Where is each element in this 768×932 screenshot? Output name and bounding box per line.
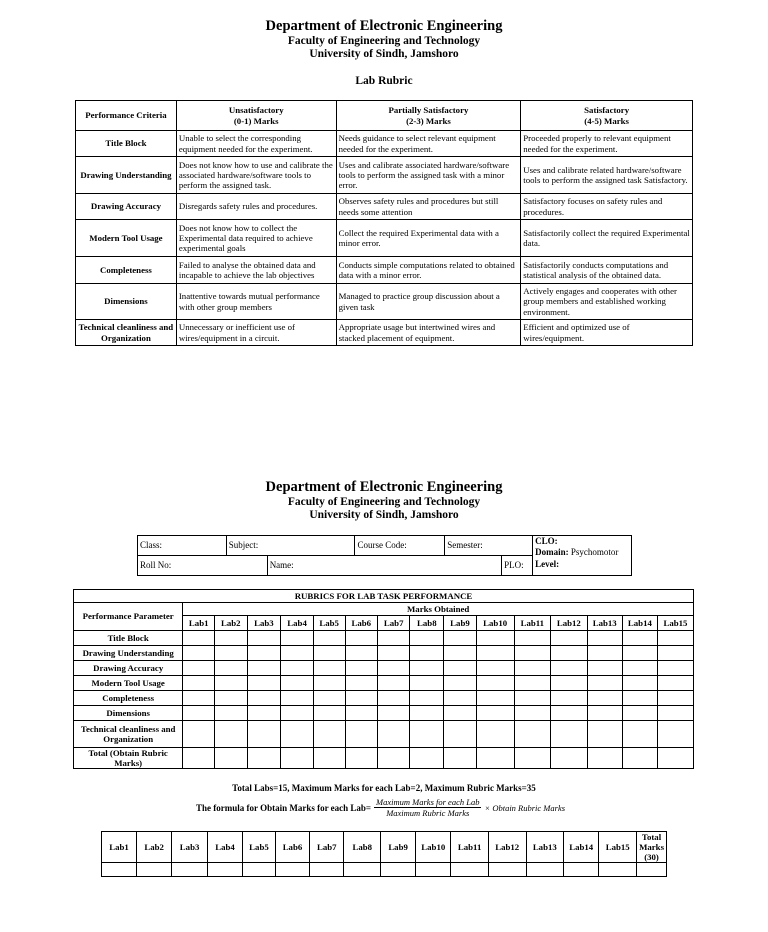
rubric-row [76, 284, 693, 320]
semester-field[interactable]: Semester: [445, 536, 533, 556]
total-marks-cell[interactable] [564, 863, 599, 877]
total-marks-header: Total Marks (30) [637, 832, 667, 863]
total-lab-header: Lab6 [275, 832, 309, 863]
total-lab-header: Lab15 [599, 832, 637, 863]
performance-parameter: Dimensions [74, 706, 183, 721]
marks-cell[interactable] [183, 646, 215, 661]
performance-row [74, 691, 694, 706]
marks-cell[interactable] [444, 721, 476, 748]
performance-row [74, 661, 694, 676]
rubric-cell: Satisfactorily conducts computations and statistical analysis of the obtained data. [521, 257, 693, 284]
rubric-cell: Does not know how to use and calibrate the associated hardware/software tools to perform the assigned task. [176, 157, 336, 194]
marks-cell[interactable] [377, 646, 409, 661]
marks-cell[interactable] [313, 721, 345, 748]
marks-cell[interactable] [622, 748, 657, 769]
marks-cell[interactable] [345, 721, 377, 748]
marks-cell[interactable] [657, 691, 693, 706]
marks-cell[interactable] [444, 631, 476, 646]
marks-cell[interactable] [444, 676, 476, 691]
rubric-cell: Proceeded properly to relevant equipment needed for the experiment. [521, 131, 693, 157]
marks-cell[interactable] [313, 631, 345, 646]
lab-column-header: Lab6 [345, 616, 377, 631]
rubric-cell: Satisfactory focuses on safety rules and procedures. [521, 194, 693, 220]
total-lab-header: Lab3 [172, 832, 208, 863]
marks-obtained-header: Marks Obtained [183, 603, 694, 616]
rubric-cell: Does not know how to collect the Experimental data required to achieve experimental goals [176, 220, 336, 257]
lab-column-header: Lab3 [247, 616, 281, 631]
level-label: Level: [535, 558, 560, 569]
marks-cell[interactable] [476, 661, 514, 676]
rubric-row [76, 320, 693, 346]
rubric-header-sat: Satisfactory (4-5) Marks [521, 101, 693, 131]
marks-cell[interactable] [551, 661, 588, 676]
formula-numerator: Maximum Marks for each Lab [376, 797, 480, 807]
dept-title: Department of Electronic Engineering [265, 479, 503, 495]
marks-cell[interactable] [215, 706, 247, 721]
total-marks-cell[interactable] [526, 863, 564, 877]
marks-cell[interactable] [514, 631, 550, 646]
marks-cell[interactable] [657, 676, 693, 691]
marks-cell[interactable] [587, 748, 622, 769]
marks-cell[interactable] [622, 721, 657, 748]
performance-parameter: Title Block [74, 631, 183, 646]
total-marks-table [101, 831, 667, 877]
marks-cell[interactable] [183, 748, 215, 769]
marks-cell[interactable] [657, 661, 693, 676]
marks-cell[interactable] [247, 748, 281, 769]
total-marks-cell[interactable] [172, 863, 208, 877]
marks-cell[interactable] [551, 748, 588, 769]
total-lab-header: Lab11 [451, 832, 489, 863]
marks-cell[interactable] [587, 631, 622, 646]
marks-cell[interactable] [313, 646, 345, 661]
marks-cell[interactable] [313, 661, 345, 676]
lab-column-header: Lab11 [514, 616, 550, 631]
marks-cell[interactable] [281, 646, 313, 661]
rubric-criterion: Technical cleanliness and Organization [76, 320, 177, 346]
lab-column-header: Lab9 [444, 616, 476, 631]
marks-cell[interactable] [476, 631, 514, 646]
marks-cell[interactable] [551, 676, 588, 691]
rubric-header-partial: Partially Satisfactory (2-3) Marks [336, 101, 521, 131]
rubric-criterion: Title Block [76, 131, 177, 157]
lab-column-header: Lab13 [587, 616, 622, 631]
marks-cell[interactable] [183, 721, 215, 748]
rubric-cell: Observes safety rules and procedures but still needs some attention [336, 194, 521, 220]
marks-cell[interactable] [377, 631, 409, 646]
total-lab-header: Lab12 [488, 832, 526, 863]
lab-column-header: Lab15 [657, 616, 693, 631]
rubric-cell: Inattentive towards mutual performance with other group members [176, 284, 336, 320]
marks-cell[interactable] [345, 646, 377, 661]
lab-column-header: Lab5 [313, 616, 345, 631]
total-marks-cell[interactable] [599, 863, 637, 877]
lab-column-header: Lab1 [183, 616, 215, 631]
marks-cell[interactable] [657, 631, 693, 646]
marks-cell[interactable] [514, 706, 550, 721]
marks-cell[interactable] [345, 661, 377, 676]
performance-parameter-header: Performance Parameter [74, 603, 183, 631]
total-marks-cell[interactable] [637, 863, 667, 877]
marks-cell[interactable] [247, 676, 281, 691]
rubric-header-row [76, 101, 693, 131]
marks-cell[interactable] [215, 721, 247, 748]
total-marks-cell[interactable] [344, 863, 381, 877]
marks-cell[interactable] [657, 748, 693, 769]
marks-cell[interactable] [551, 646, 588, 661]
marks-cell[interactable] [587, 661, 622, 676]
marks-cell[interactable] [377, 721, 409, 748]
total-lab-header: Lab9 [381, 832, 416, 863]
marks-cell[interactable] [514, 646, 550, 661]
marks-cell[interactable] [551, 721, 588, 748]
rubric-header-unsat: Unsatisfactory (0-1) Marks [176, 101, 336, 131]
rubric-cell: Disregards safety rules and procedures. [176, 194, 336, 220]
clo-domain-level-cell[interactable] [533, 536, 632, 576]
marks-cell[interactable] [377, 676, 409, 691]
marks-cell[interactable] [281, 631, 313, 646]
lab-column-header: Lab14 [622, 616, 657, 631]
marks-cell[interactable] [247, 646, 281, 661]
marks-cell[interactable] [622, 661, 657, 676]
marks-cell[interactable] [587, 646, 622, 661]
marks-cell[interactable] [215, 676, 247, 691]
rubric-header-criteria: Performance Criteria [76, 101, 177, 131]
totals-line: Total Labs=15, Maximum Marks for each Lab=2, Maximum Rubric Marks=35 [232, 783, 536, 793]
formula-tail: × Obtain Rubric Marks [484, 802, 566, 813]
performance-table [73, 589, 694, 769]
marks-cell[interactable] [587, 706, 622, 721]
performance-parameter: Drawing Accuracy [74, 661, 183, 676]
marks-cell[interactable] [410, 748, 444, 769]
performance-row [74, 676, 694, 691]
marks-cell[interactable] [345, 706, 377, 721]
rubric-row [76, 220, 693, 257]
marks-cell[interactable] [247, 631, 281, 646]
rubric-criterion: Completeness [76, 257, 177, 284]
marks-cell[interactable] [587, 676, 622, 691]
marks-cell[interactable] [183, 691, 215, 706]
lab-rubric-title: Lab Rubric [355, 75, 413, 88]
marks-cell[interactable] [514, 661, 550, 676]
marks-cell[interactable] [313, 691, 345, 706]
marks-cell[interactable] [410, 676, 444, 691]
rubric-cell: Collect the required Experimental data with a minor error. [336, 220, 521, 257]
plo-field[interactable]: PLO: [502, 556, 533, 576]
lab-column-header: Lab10 [476, 616, 514, 631]
marks-cell[interactable] [247, 661, 281, 676]
marks-cell[interactable] [476, 646, 514, 661]
marks-cell[interactable] [183, 631, 215, 646]
marks-cell[interactable] [247, 691, 281, 706]
total-marks-cell[interactable] [243, 863, 276, 877]
marks-cell[interactable] [281, 721, 313, 748]
marks-cell[interactable] [313, 706, 345, 721]
university-title: University of Sindh, Jamshoro [309, 508, 459, 521]
marks-cell[interactable] [215, 691, 247, 706]
performance-row [74, 748, 694, 769]
performance-row [74, 631, 694, 646]
rubric-row [76, 257, 693, 284]
clo-label: CLO: [535, 536, 558, 546]
rubric-table [75, 100, 693, 346]
university-title: University of Sindh, Jamshoro [309, 47, 459, 60]
marks-cell[interactable] [345, 631, 377, 646]
marks-cell[interactable] [410, 691, 444, 706]
marks-cell[interactable] [410, 661, 444, 676]
marks-cell[interactable] [476, 706, 514, 721]
lab-column-header: Lab12 [551, 616, 588, 631]
rubric-criterion: Drawing Understanding [76, 157, 177, 194]
total-lab-header: Lab5 [243, 832, 276, 863]
marks-cell[interactable] [622, 691, 657, 706]
marks-cell[interactable] [476, 691, 514, 706]
marks-cell[interactable] [281, 661, 313, 676]
marks-cell[interactable] [313, 676, 345, 691]
marks-cell[interactable] [377, 706, 409, 721]
marks-cell[interactable] [551, 706, 588, 721]
marks-cell[interactable] [587, 691, 622, 706]
rubric-cell: Actively engages and cooperates with other group members and established working environment. [521, 284, 693, 320]
rubric-cell: Uses and calibrate associated hardware/software tools to perform the assigned task with a minor error. [336, 157, 521, 194]
marks-cell[interactable] [476, 721, 514, 748]
marks-cell[interactable] [622, 676, 657, 691]
rubric-row [76, 194, 693, 220]
marks-cell[interactable] [247, 721, 281, 748]
rubric-cell: Failed to analyse the obtained data and incapable to achieve the lab objectives [176, 257, 336, 284]
lab-column-header: Lab2 [215, 616, 247, 631]
marks-cell[interactable] [215, 631, 247, 646]
total-lab-header: Lab8 [344, 832, 381, 863]
marks-cell[interactable] [444, 661, 476, 676]
total-lab-header: Lab2 [137, 832, 172, 863]
total-lab-header: Lab1 [102, 832, 137, 863]
marks-cell[interactable] [551, 631, 588, 646]
marks-cell[interactable] [345, 748, 377, 769]
formula-fraction [374, 797, 481, 818]
marks-cell[interactable] [247, 706, 281, 721]
marks-cell[interactable] [514, 691, 550, 706]
marks-cell[interactable] [657, 706, 693, 721]
marks-cell[interactable] [587, 721, 622, 748]
lab-column-header: Lab4 [281, 616, 313, 631]
marks-cell[interactable] [410, 721, 444, 748]
marks-cell[interactable] [622, 646, 657, 661]
total-lab-header: Lab13 [526, 832, 564, 863]
total-marks-cell[interactable] [310, 863, 344, 877]
total-marks-cell[interactable] [208, 863, 243, 877]
rubric-criterion: Dimensions [76, 284, 177, 320]
rubric-cell: Appropriate usage but intertwined wires and stacked placement of equipment. [336, 320, 521, 346]
rubric-cell: Efficient and optimized use of wires/equipment. [521, 320, 693, 346]
page2-header [0, 479, 768, 522]
total-lab-header: Lab7 [310, 832, 344, 863]
marks-cell[interactable] [183, 706, 215, 721]
rubric-criterion: Modern Tool Usage [76, 220, 177, 257]
rubric-cell: Unnecessary or inefficient use of wires/equipment in a circuit. [176, 320, 336, 346]
marks-cell[interactable] [410, 631, 444, 646]
marks-cell[interactable] [514, 676, 550, 691]
total-marks-cell[interactable] [102, 863, 137, 877]
course-code-field[interactable]: Course Code: [355, 536, 445, 556]
faculty-title: Faculty of Engineering and Technology [287, 34, 481, 47]
rubric-cell: Uses and calibrate related hardware/software tools to perform the assigned task Satisfactory. [521, 157, 693, 194]
total-marks-cell[interactable] [451, 863, 489, 877]
marks-cell[interactable] [281, 691, 313, 706]
marks-cell[interactable] [215, 661, 247, 676]
student-info-table [137, 535, 632, 576]
total-marks-cell[interactable] [381, 863, 416, 877]
total-marks-cell[interactable] [275, 863, 309, 877]
marks-cell[interactable] [410, 706, 444, 721]
marks-cell[interactable] [183, 661, 215, 676]
subject-field[interactable]: Subject: [226, 536, 355, 556]
rubric-cell: Needs guidance to select relevant equipment needed for the experiment. [336, 131, 521, 157]
marks-cell[interactable] [514, 748, 550, 769]
marks-cell[interactable] [377, 691, 409, 706]
marks-cell[interactable] [281, 706, 313, 721]
marks-cell[interactable] [622, 631, 657, 646]
marks-cell[interactable] [657, 646, 693, 661]
rubric-cell: Managed to practice group discussion about a given task [336, 284, 521, 320]
marks-cell[interactable] [476, 676, 514, 691]
rubric-row [76, 157, 693, 194]
roll-no-field[interactable]: Roll No: [138, 556, 268, 576]
total-marks-cell[interactable] [416, 863, 451, 877]
marks-cell[interactable] [281, 748, 313, 769]
marks-cell[interactable] [476, 748, 514, 769]
lab-column-header: Lab8 [410, 616, 444, 631]
marks-cell[interactable] [313, 748, 345, 769]
performance-row [74, 646, 694, 661]
marks-cell[interactable] [444, 706, 476, 721]
performance-row [74, 721, 694, 748]
formula-denominator: Maximum Rubric Marks [386, 808, 470, 818]
page1-header [0, 18, 768, 88]
marks-cell[interactable] [444, 646, 476, 661]
total-lab-header: Lab4 [208, 832, 243, 863]
performance-parameter: Completeness [74, 691, 183, 706]
total-lab-header: Lab10 [416, 832, 451, 863]
marks-cell[interactable] [514, 721, 550, 748]
performance-title: RUBRICS FOR LAB TASK PERFORMANCE [74, 590, 694, 603]
marks-cell[interactable] [657, 721, 693, 748]
performance-parameter: Drawing Understanding [74, 646, 183, 661]
performance-parameter: Modern Tool Usage [74, 676, 183, 691]
marks-cell[interactable] [345, 691, 377, 706]
class-field[interactable]: Class: [138, 536, 227, 556]
formula-label: The formula for Obtain Marks for each Lab= [196, 802, 372, 813]
marks-cell[interactable] [377, 661, 409, 676]
total-lab-header: Lab14 [564, 832, 599, 863]
marks-cell[interactable] [215, 646, 247, 661]
lab-column-header: Lab7 [377, 616, 409, 631]
rubric-cell: Unable to select the corresponding equipment needed for the experiment. [176, 131, 336, 157]
performance-parameter: Total (Obtain Rubric Marks) [74, 748, 183, 769]
marks-cell[interactable] [444, 748, 476, 769]
marks-cell[interactable] [281, 676, 313, 691]
rubric-criterion: Drawing Accuracy [76, 194, 177, 220]
performance-parameter: Technical cleanliness and Organization [74, 721, 183, 748]
marks-cell[interactable] [377, 748, 409, 769]
total-marks-cell[interactable] [488, 863, 526, 877]
marks-cell[interactable] [444, 691, 476, 706]
domain-line: Domain: Psychomotor [535, 547, 619, 558]
marks-cell[interactable] [410, 646, 444, 661]
rubric-row [76, 131, 693, 157]
dept-title: Department of Electronic Engineering [265, 18, 503, 34]
formula [196, 797, 565, 818]
marks-cell[interactable] [183, 676, 215, 691]
marks-cell[interactable] [215, 748, 247, 769]
name-field[interactable]: Name: [267, 556, 501, 576]
faculty-title: Faculty of Engineering and Technology [287, 495, 481, 508]
rubric-cell: Satisfactorily collect the required Experimental data. [521, 220, 693, 257]
marks-cell[interactable] [622, 706, 657, 721]
performance-row [74, 706, 694, 721]
marks-cell[interactable] [551, 691, 588, 706]
rubric-cell: Conducts simple computations related to obtained data with a minor error. [336, 257, 521, 284]
total-marks-cell[interactable] [137, 863, 172, 877]
marks-cell[interactable] [345, 676, 377, 691]
